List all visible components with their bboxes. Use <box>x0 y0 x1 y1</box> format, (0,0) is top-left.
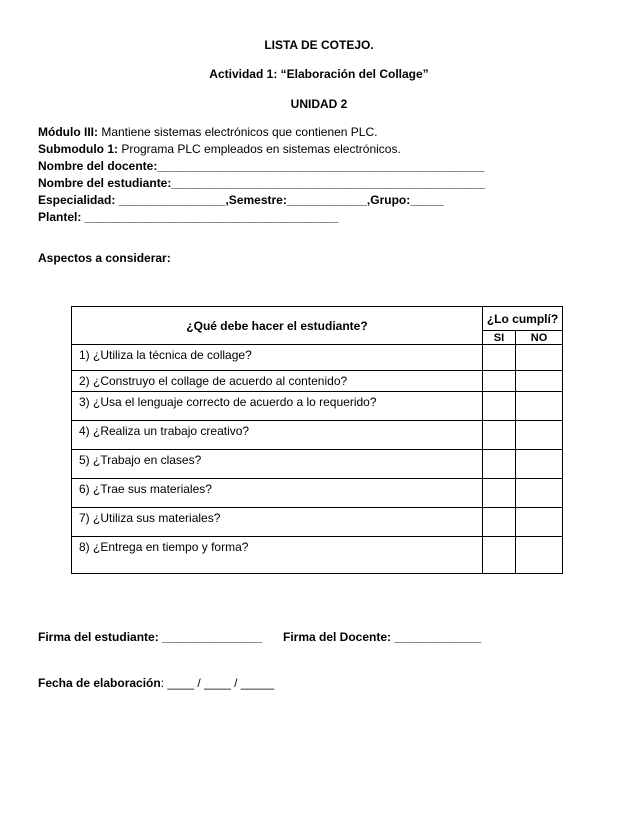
aspectos-label: Aspectos a considerar: <box>38 251 171 265</box>
si-checkbox[interactable] <box>483 345 516 371</box>
modulo-value: Mantiene sistemas electrónicos que contienen PLC. <box>97 125 378 139</box>
si-checkbox[interactable] <box>483 421 516 450</box>
item-text: 6) ¿Trae sus materiales? <box>72 479 483 508</box>
si-checkbox[interactable] <box>483 508 516 537</box>
no-checkbox[interactable] <box>516 537 563 574</box>
estudiante-field[interactable]: Nombre del estudiante:_______________________________________________ <box>38 176 486 190</box>
modulo-label: Módulo III: <box>38 125 98 139</box>
activity-title: Actividad 1: “Elaboración del Collage” <box>209 67 429 81</box>
table-row <box>72 345 563 371</box>
table-row <box>72 392 563 421</box>
question-header: ¿Qué debe hacer el estudiante? <box>72 307 483 345</box>
submodulo-line <box>38 142 401 156</box>
item-text: 8) ¿Entrega en tiempo y forma? <box>72 537 483 574</box>
fecha-label: Fecha de elaboración <box>38 676 161 690</box>
item-text: 5) ¿Trabajo en clases? <box>72 450 483 479</box>
item-text: 4) ¿Realiza un trabajo creativo? <box>72 421 483 450</box>
si-checkbox[interactable] <box>483 479 516 508</box>
item-text: 1) ¿Utiliza la técnica de collage? <box>72 345 483 371</box>
table-row <box>72 479 563 508</box>
firma-docente-field[interactable]: Firma del Docente: _____________ <box>283 630 482 644</box>
si-checkbox[interactable] <box>483 392 516 421</box>
table-row <box>72 421 563 450</box>
table-row <box>72 450 563 479</box>
fecha-value: : ____ / ____ / _____ <box>160 676 275 690</box>
no-checkbox[interactable] <box>516 450 563 479</box>
unit-title: UNIDAD 2 <box>290 97 348 111</box>
item-text: 2) ¿Construyo el collage de acuerdo al contenido? <box>72 371 483 392</box>
docente-field[interactable]: Nombre del docente:_________________________________________________ <box>38 159 485 173</box>
cumpli-header: ¿Lo cumplí? <box>483 307 563 331</box>
no-header: NO <box>516 331 563 345</box>
modulo-line <box>38 125 377 139</box>
firma-estudiante-field[interactable]: Firma del estudiante: _______________ <box>38 630 263 644</box>
no-checkbox[interactable] <box>516 421 563 450</box>
si-header: SI <box>483 331 516 345</box>
no-checkbox[interactable] <box>516 345 563 371</box>
si-checkbox[interactable] <box>483 450 516 479</box>
checklist-table <box>71 306 563 574</box>
submodulo-label: Submodulo 1: <box>38 142 118 156</box>
plantel-field[interactable]: Plantel: ______________________________________ <box>38 210 339 224</box>
table-row <box>72 371 563 392</box>
submodulo-value: Programa PLC empleados en sistemas electrónicos. <box>118 142 401 156</box>
no-checkbox[interactable] <box>516 508 563 537</box>
fecha-line[interactable] <box>38 676 274 690</box>
no-checkbox[interactable] <box>516 392 563 421</box>
item-text: 7) ¿Utiliza sus materiales? <box>72 508 483 537</box>
especialidad-field[interactable]: Especialidad: ________________,Semestre:____________,Grupo:_____ <box>38 193 444 207</box>
item-text: 3) ¿Usa el lenguaje correcto de acuerdo a lo requerido? <box>72 392 483 421</box>
table-row <box>72 508 563 537</box>
document-title: LISTA DE COTEJO. <box>264 38 374 52</box>
table-row <box>72 537 563 574</box>
no-checkbox[interactable] <box>516 371 563 392</box>
no-checkbox[interactable] <box>516 479 563 508</box>
si-checkbox[interactable] <box>483 371 516 392</box>
si-checkbox[interactable] <box>483 537 516 574</box>
